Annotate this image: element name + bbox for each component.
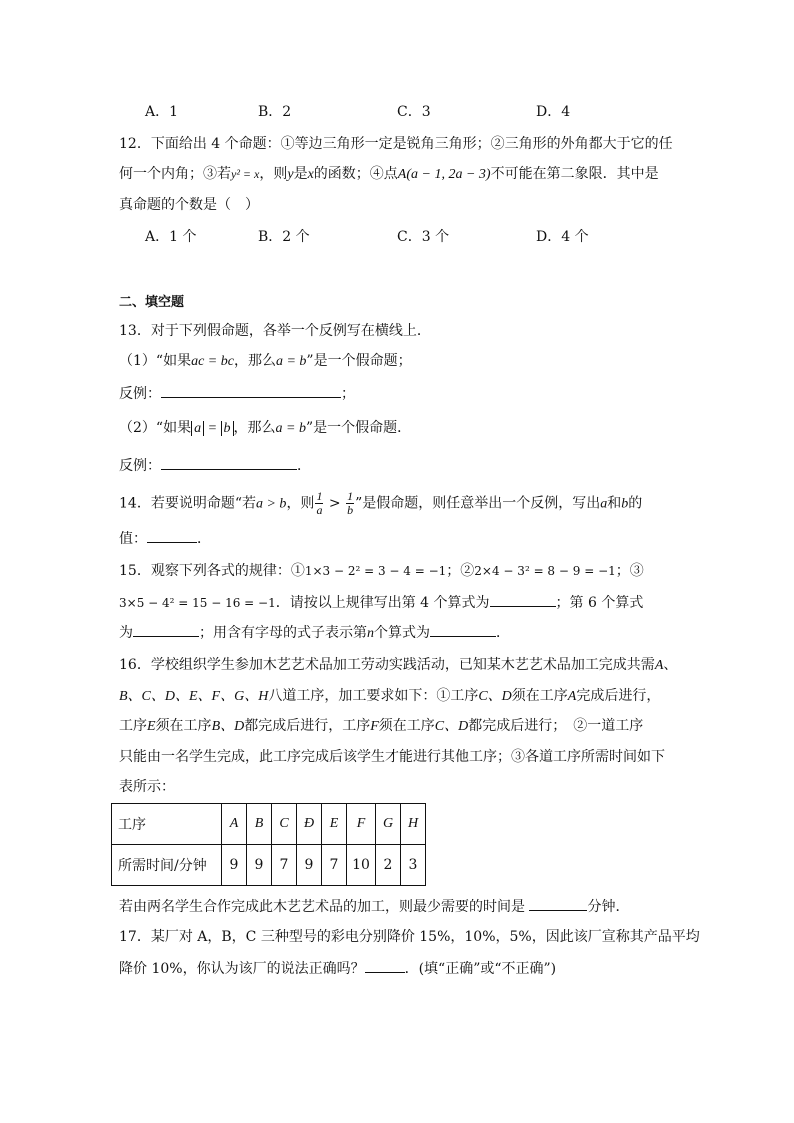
table-cell: F bbox=[347, 804, 376, 845]
q13-answer-blank-2[interactable] bbox=[161, 455, 297, 470]
table-cell: 9 bbox=[247, 845, 272, 886]
q15-line-1: 15．观察下列各式的规律：①1×3 − 2² = 3 − 4 = −1；②2×4 − 3² = 8 − 9 = −1；③ bbox=[119, 563, 644, 579]
q13-stem: 13．对于下列假命题，各举一个反例写在横线上． bbox=[119, 323, 431, 339]
table-cell: G bbox=[376, 804, 401, 845]
q13-answer-blank-1[interactable] bbox=[161, 383, 341, 398]
table-cell: B bbox=[247, 804, 272, 845]
table-cell: 9 bbox=[297, 845, 322, 886]
table-cell: E bbox=[322, 804, 347, 845]
q17-answer-blank[interactable] bbox=[365, 958, 405, 973]
q14-stem: 14．若要说明命题“若a > b，则 $\frac{1}{a}$ > $\frac{1}{b}$ ”是假命题，则任意举出一个反例，写出a和b的 bbox=[119, 489, 643, 517]
q16-line-2: B、C、D、E、F、G、H八道工序，加工要求如下：①工序C、D须在工序A完成后进行， bbox=[119, 688, 661, 704]
table-cell: A bbox=[222, 804, 247, 845]
q11-option-c: C．3 bbox=[397, 104, 431, 120]
q12-line-2: 何一个内角；③若y² = x，则y是x的函数；④点A(a − 1, 2a − 3)不可能在第二象限．其中是 bbox=[119, 166, 659, 182]
q12-option-c: C．3 个 bbox=[397, 229, 450, 245]
q15-blank-6th[interactable] bbox=[133, 622, 199, 637]
q13-part-2: （2）“如果 a = b ，那么a = b”是一个假命题． bbox=[119, 420, 412, 436]
q14-answer-blank[interactable] bbox=[147, 528, 197, 543]
process-time-table bbox=[111, 803, 426, 886]
q16-line-3: 工序E须在工序B、D都完成后进行，工序F须在工序C、D都完成后进行； ②一道工序 bbox=[119, 718, 644, 734]
table-cell: 2 bbox=[376, 845, 401, 886]
q17-line-2: 降价 10%，你认为该厂的说法正确吗？ ．(填“正确”或“不正确”) bbox=[119, 958, 556, 979]
table-cell: Đ bbox=[297, 804, 322, 845]
table-cell: 10 bbox=[347, 845, 376, 886]
table-cell: 3 bbox=[401, 845, 426, 886]
q11-option-b: B．2 bbox=[258, 104, 292, 120]
q15-blank-4th[interactable] bbox=[490, 592, 556, 607]
q11-option-a: A．1 bbox=[145, 104, 179, 120]
q12-option-b: B．2 个 bbox=[258, 229, 310, 245]
table-cell: 7 bbox=[322, 845, 347, 886]
q16-line-1: 16．学校组织学生参加木艺艺术品加工劳动实践活动，已知某木艺艺术品加工完成共需A、 bbox=[119, 657, 678, 673]
q17-line-1: 17．某厂对 A，B，C 三种型号的彩电分别降价 15%，10%，5%，因此该厂宣称其产品平均 bbox=[119, 929, 700, 945]
table-cell: 9 bbox=[222, 845, 247, 886]
q16-line-5: 表所示： bbox=[119, 779, 175, 795]
table-cell: 7 bbox=[272, 845, 297, 886]
table-header-step: 工序 bbox=[112, 804, 222, 845]
q16-answer-blank[interactable] bbox=[529, 896, 587, 911]
table-row bbox=[112, 845, 426, 886]
q16-tail: 若由两名学生合作完成此木艺艺术品的加工，则最少需要的时间是 分钟． bbox=[119, 896, 629, 917]
table-row bbox=[112, 804, 426, 845]
q16-line-4: 只能由一名学生完成，此工序完成后该学生才能进行其他工序；③各道工序所需时间如下 bbox=[119, 749, 665, 765]
table-cell: H bbox=[401, 804, 426, 845]
section-title: 二、填空题 bbox=[119, 295, 185, 310]
table-header-time: 所需时间/分钟 bbox=[112, 845, 222, 886]
q15-line-2: 3×5 − 4² = 15 − 16 = −1．请按以上规律写出第 4 个算式为 ；第 6 个算式 bbox=[119, 592, 643, 613]
q12-line-3: 真命题的个数是（ ） bbox=[119, 197, 259, 213]
fraction-1-over-a: $\frac{1}{a}$ bbox=[316, 489, 323, 517]
q14-answer-line: 值： ． bbox=[119, 528, 211, 549]
table-cell: C bbox=[272, 804, 297, 845]
q12-option-d: D．4 个 bbox=[536, 229, 589, 245]
q13-counter-2: 反例： ． bbox=[119, 455, 311, 476]
q13-part-1: （1）“如果ac = bc，那么a = b”是一个假命题； bbox=[119, 353, 412, 369]
q15-blank-nth[interactable] bbox=[430, 622, 496, 637]
q11-option-d: D．4 bbox=[536, 104, 571, 120]
q13-counter-1: 反例： ； bbox=[119, 383, 355, 404]
fraction-1-over-b: $\frac{1}{b}$ bbox=[347, 489, 354, 517]
q12-option-a: A．1 个 bbox=[145, 229, 197, 245]
q12-line-1: 12．下面给出 4 个命题：①等边三角形一定是锐角三角形；②三角形的外角都大于它的任 bbox=[119, 136, 673, 152]
q15-line-3: 为 ；用含有字母的式子表示第n个算式为 ． bbox=[119, 622, 510, 644]
